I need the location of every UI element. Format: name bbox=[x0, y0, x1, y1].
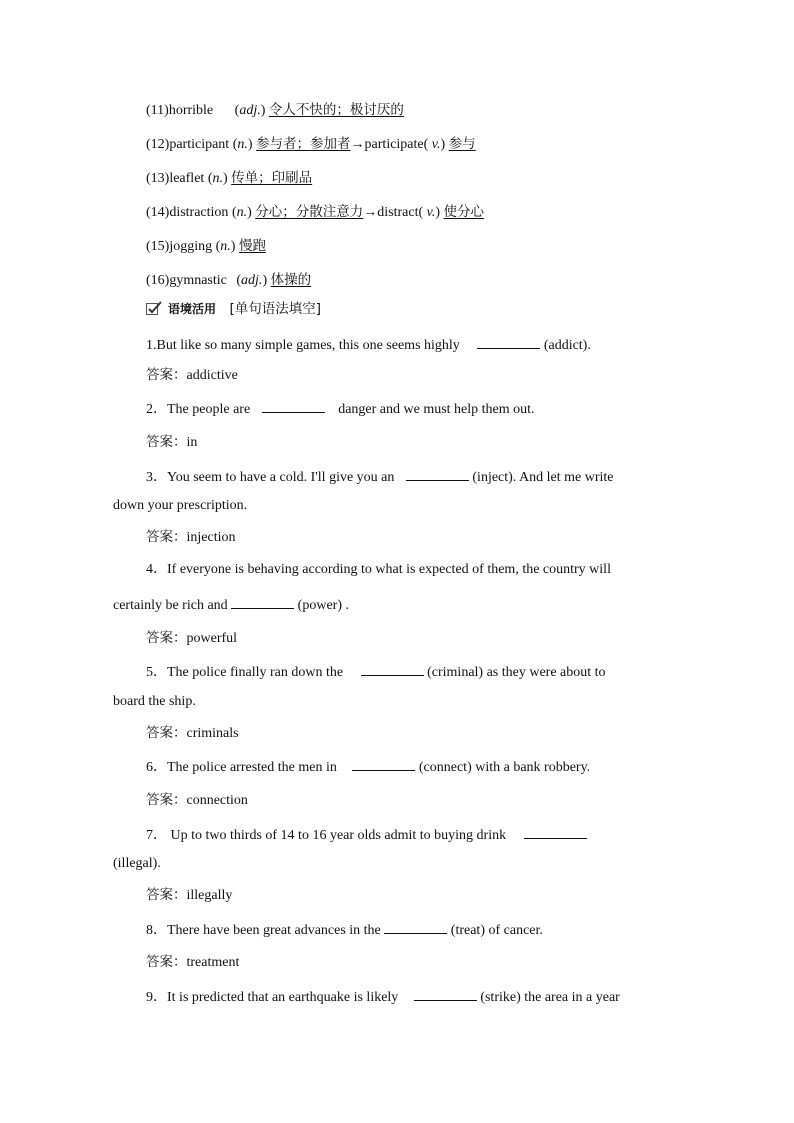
answer-label: 答案： bbox=[146, 954, 187, 970]
question-text: (power) . bbox=[297, 598, 349, 613]
vocab-word: gymnastic bbox=[169, 273, 227, 288]
answer-blank bbox=[406, 467, 469, 481]
question-text: (criminal) as they were about to bbox=[427, 665, 606, 680]
answer-1 bbox=[146, 366, 238, 385]
vocab-number: (11) bbox=[146, 103, 169, 118]
vocab-item-16: (16)gymnastic (adj.) 体操的 bbox=[146, 272, 312, 288]
question-text: 9．It is predicted that an earthquake is likely bbox=[146, 990, 399, 1005]
answer-value: injection bbox=[186, 530, 236, 545]
question-text: (illegal). bbox=[113, 856, 161, 871]
answer-value: powerful bbox=[186, 631, 238, 646]
part-of-speech: adj. bbox=[239, 103, 261, 118]
vocab-meaning: 体操的 bbox=[270, 272, 312, 288]
question-text: danger and we must help them out. bbox=[338, 402, 535, 417]
question-3 bbox=[146, 467, 614, 487]
vocab-number: (15) bbox=[146, 239, 170, 254]
answer-blank bbox=[384, 920, 447, 934]
answer-value: treatment bbox=[186, 955, 240, 970]
question-text: 4．If everyone is behaving according to what is expected of them, the country will bbox=[146, 562, 611, 577]
derived-meaning: 使分心 bbox=[443, 204, 485, 220]
vocab-meaning: 分心；分散注意力 bbox=[255, 204, 364, 220]
vocab-meaning: 令人不快的；极讨厌的 bbox=[268, 102, 404, 118]
answer-label: 答案： bbox=[146, 434, 187, 450]
part-of-speech: n. bbox=[212, 171, 223, 186]
answer-blank bbox=[231, 595, 294, 609]
part-of-speech: n. bbox=[220, 239, 231, 254]
answer-value: illegally bbox=[186, 888, 233, 903]
answer-label: 答案： bbox=[146, 529, 187, 545]
vocab-word: jogging bbox=[169, 239, 213, 254]
question-9 bbox=[146, 987, 620, 1007]
question-3-cont bbox=[113, 497, 247, 515]
question-hint: (addict). bbox=[543, 338, 591, 353]
answer-label: 答案： bbox=[146, 725, 187, 741]
question-text: 7． Up to two thirds of 14 to 16 year olds admit to buying drink bbox=[146, 828, 507, 843]
part-of-speech: adj. bbox=[241, 273, 263, 288]
question-text: certainly be rich and bbox=[113, 598, 228, 613]
question-text: (strike) the area in a year bbox=[480, 990, 620, 1005]
vocab-item-14: (14)distraction (n.) 分心；分散注意力→distract( v.) 使分心 bbox=[146, 204, 485, 220]
answer-value: connection bbox=[186, 793, 248, 808]
question-text: (inject). And let me write bbox=[472, 470, 614, 485]
question-text: 6．The police arrested the men in bbox=[146, 760, 337, 775]
question-6 bbox=[146, 757, 590, 777]
question-2 bbox=[146, 399, 535, 419]
part-of-speech: n. bbox=[237, 137, 248, 152]
answer-7 bbox=[146, 886, 232, 905]
answer-label: 答案： bbox=[146, 630, 187, 646]
derived-word: participate( bbox=[364, 137, 429, 152]
question-text: down your prescription. bbox=[113, 498, 248, 513]
vocab-number: (12) bbox=[146, 137, 170, 152]
vocab-item-13: (13)leaflet (n.) 传单；印刷品 bbox=[146, 170, 313, 186]
question-text: 8．There have been great advances in the bbox=[146, 923, 381, 938]
answer-blank bbox=[262, 399, 325, 413]
vocab-number: (14) bbox=[146, 205, 170, 220]
answer-value: addictive bbox=[186, 368, 238, 383]
vocab-word: distraction bbox=[169, 205, 229, 220]
question-text: (connect) with a bank robbery. bbox=[418, 760, 591, 775]
question-5 bbox=[146, 662, 606, 682]
arrow-icon: → bbox=[363, 205, 378, 220]
answer-3 bbox=[146, 528, 236, 547]
vocab-word: participant bbox=[169, 137, 230, 152]
derived-word: distract( bbox=[377, 205, 424, 220]
answer-8 bbox=[146, 953, 239, 972]
answer-blank bbox=[477, 335, 540, 349]
answer-label: 答案： bbox=[146, 367, 187, 383]
arrow-icon: → bbox=[350, 137, 365, 152]
answer-2 bbox=[146, 433, 197, 452]
vocab-meaning: 参与者；参加者 bbox=[256, 136, 351, 152]
vocab-word: horrible bbox=[168, 103, 214, 118]
answer-label: 答案： bbox=[146, 792, 187, 808]
question-7 bbox=[146, 825, 587, 845]
answer-4 bbox=[146, 629, 237, 648]
answer-label: 答案： bbox=[146, 887, 187, 903]
question-8 bbox=[146, 920, 543, 940]
question-text: board the ship. bbox=[113, 694, 196, 709]
answer-blank bbox=[524, 825, 587, 839]
vocab-item-11: (11)horrible (adj.) 令人不快的；极讨厌的 bbox=[146, 102, 404, 118]
section-title: 语境活用 bbox=[168, 302, 217, 316]
vocab-word: leaflet bbox=[169, 171, 205, 186]
section-heading bbox=[146, 300, 321, 319]
question-1 bbox=[146, 335, 591, 355]
question-7-cont bbox=[113, 855, 161, 873]
question-text: 1.But like so many simple games, this one seems highly bbox=[146, 338, 460, 353]
question-text: 5．The police finally ran down the bbox=[146, 665, 344, 680]
answer-5 bbox=[146, 724, 239, 743]
answer-value: in bbox=[186, 435, 198, 450]
question-text: 2．The people are bbox=[146, 402, 251, 417]
vocab-item-12: (12)participant (n.) 参与者；参加者→participate( v.) 参与 bbox=[146, 136, 476, 152]
question-text: (treat) of cancer. bbox=[450, 923, 543, 938]
answer-value: criminals bbox=[186, 726, 239, 741]
answer-blank bbox=[414, 987, 477, 1001]
answer-blank bbox=[361, 662, 424, 676]
question-4-cont bbox=[113, 595, 349, 615]
part-of-speech: n. bbox=[236, 205, 248, 220]
vocab-meaning: 慢跑 bbox=[238, 238, 266, 254]
checkmark-pencil-icon bbox=[146, 301, 162, 315]
vocab-number: (13) bbox=[146, 171, 170, 186]
question-5-cont bbox=[113, 693, 196, 711]
vocab-item-15: (15)jogging (n.) 慢跑 bbox=[146, 238, 266, 254]
answer-6 bbox=[146, 791, 248, 810]
derived-meaning: 参与 bbox=[448, 136, 476, 152]
question-text: 3．You seem to have a cold. I'll give you an bbox=[146, 470, 395, 485]
vocab-number: (16) bbox=[146, 273, 170, 288]
answer-blank bbox=[352, 757, 415, 771]
question-4 bbox=[146, 561, 611, 579]
section-subtitle: [单句语法填空] bbox=[229, 301, 322, 317]
vocab-meaning: 传单；印刷品 bbox=[231, 170, 313, 186]
